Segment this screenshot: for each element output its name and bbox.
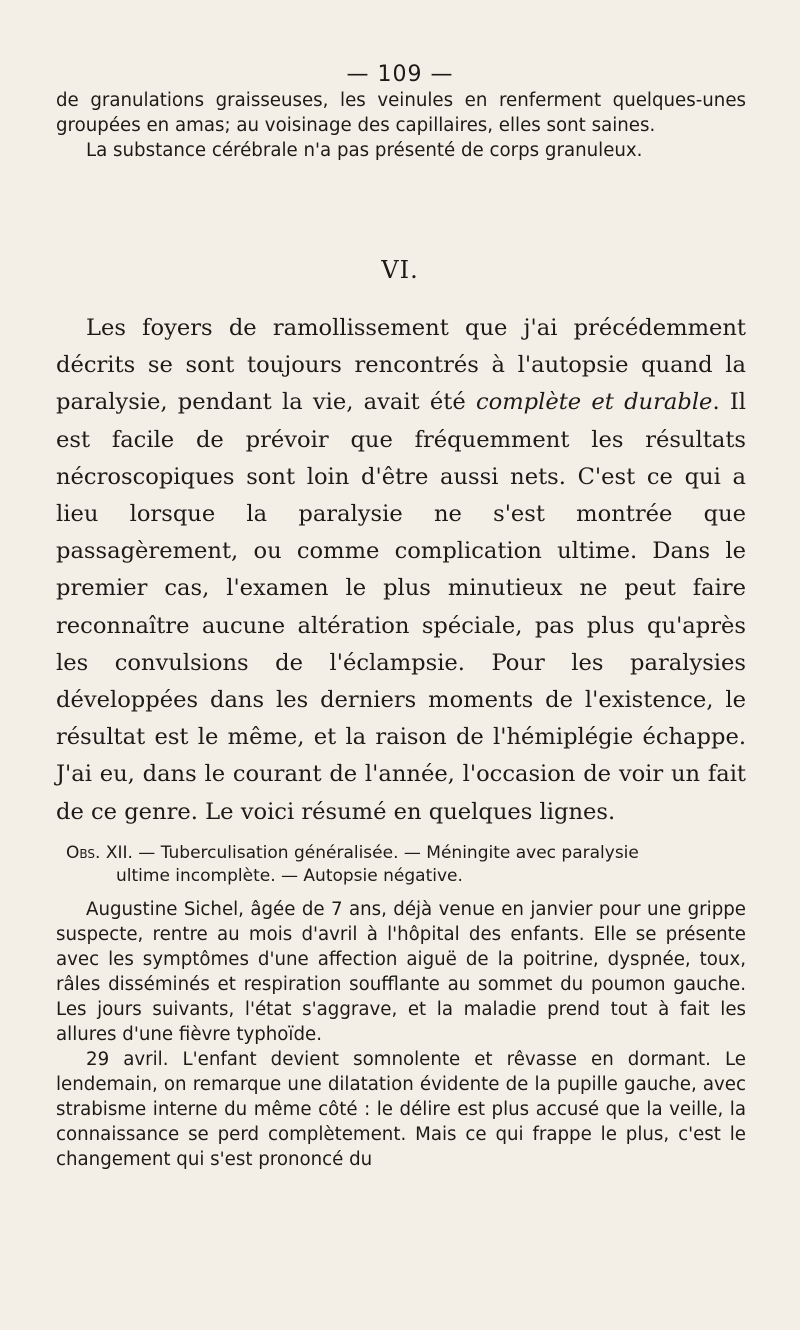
section-heading: VI. [381,256,419,284]
main-paragraph-part2: . Il est facile de prévoir que fréquemment les résultats nécroscopiques sont loin d'être aussi nets. C'est ce qui a lieu lorsque la paralysie ne s'est montrée que passagèrement, ou comme complication ultime. Dans le premier cas, l'examen le plus minutieux ne peut faire reconnaître aucune altération spéciale, pas plus qu'après les convulsions de l'éclampsie. Pour les paralysies développées dans les derniers moments de l'existence, le résultat est le même, et la raison de l'hémiplégie échappe. J'ai eu, dans le courant de l'année, l'occasion de voir un fait de ce genre. Le voici résumé en quelques lignes. [56,389,747,825]
observation-title-line1: — Tuberculisation généralisée. — Méningite avec paralysie [132,843,639,863]
top-paragraph [56,88,746,163]
main-paragraph-italic: complète et durable [475,389,713,416]
top-paragraph-note: La substance cérébrale n'a pas présenté de corps granuleux. [86,140,643,161]
top-paragraph-text: de granulations graisseuses, les veinules en renferment quelques-unes groupées en amas; au voisinage des capillaires, elles sont saines. [56,90,746,136]
page-number: — 109 — [346,62,454,87]
observation-title [56,842,746,888]
case-paragraph-1: Augustine Sichel, âgée de 7 ans, déjà venue en janvier pour une grippe suspecte, rentre au mois d'avril à l'hôpital des enfants. Elle se présente avec les symptômes d'une affection aiguë de la poitrine, dyspnée, toux, râles disséminés et respiration soufflante au sommet du poumon gauche. Les jours suivants, l'état s'aggrave, et la maladie prend tout à fait les allures d'une fièvre typhoïde. [56,899,746,1045]
case-paragraph-2: 29 avril. L'enfant devient somnolente et rêvasse en dormant. Le lendemain, on remarque une dilatation évidente de la pupille gauche, avec strabisme interne du même côté : le délire est plus accusé que la veille, la connaissance se perd complètement. Mais ce qui frappe le plus, c'est le changement qui s'est prononcé du [56,1049,746,1170]
observation-title-line2: ultime incomplète. — Autopsie négative. [116,866,463,886]
observation-label: Obs. XII. [66,843,133,863]
case-text [56,897,746,1172]
main-paragraph-part1: Les foyers de ramollissement que j'ai précédemment décrits se sont toujours rencontrés à l'autopsie quand la paralysie, pendant la vie, avait été [56,315,746,416]
main-paragraph [56,310,746,831]
observation-line-1 [56,842,746,865]
